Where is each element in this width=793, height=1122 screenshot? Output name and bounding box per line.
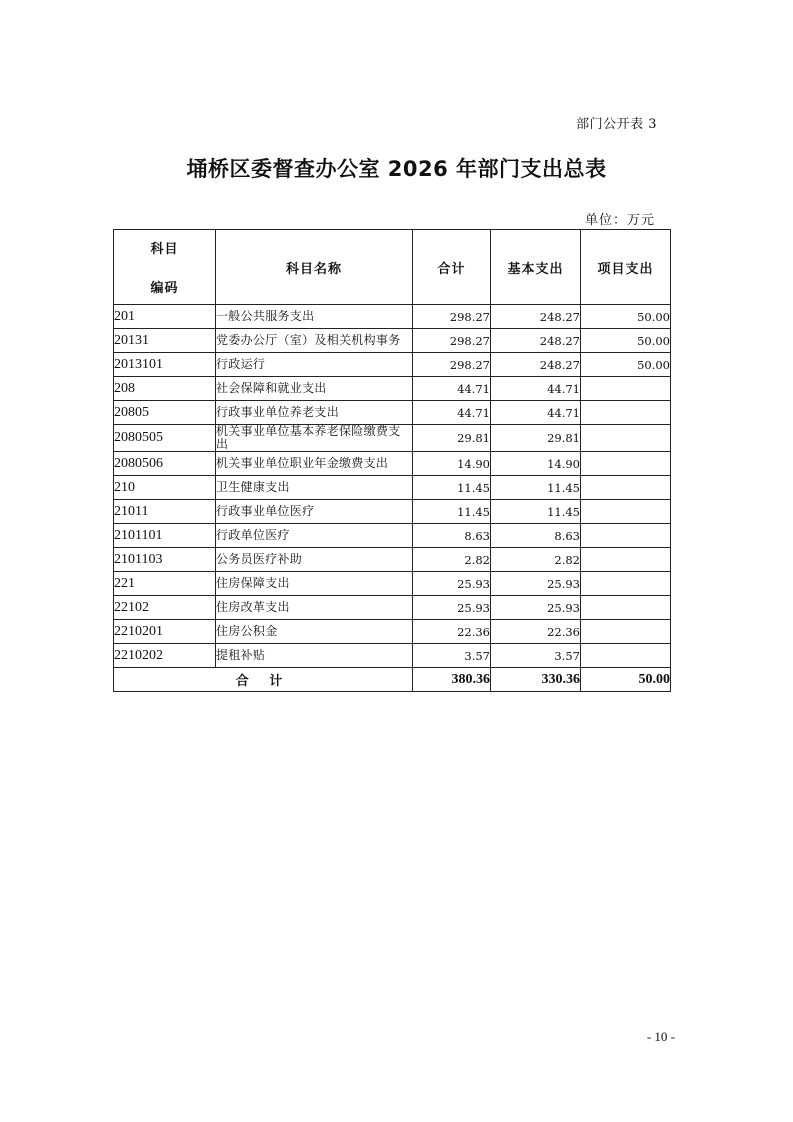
- header-project: 项目支出: [581, 230, 671, 305]
- row-project: [581, 644, 671, 668]
- row-basic: 22.36: [491, 620, 581, 644]
- summary-project: 50.00: [581, 668, 671, 692]
- row-project: [581, 572, 671, 596]
- table-row: [114, 524, 671, 548]
- row-total: 25.93: [413, 572, 491, 596]
- row-project: [581, 548, 671, 572]
- table-row: [114, 620, 671, 644]
- row-project: [581, 524, 671, 548]
- row-project: 50.00: [581, 353, 671, 377]
- row-total: 298.27: [413, 305, 491, 329]
- row-basic: 14.90: [491, 452, 581, 476]
- row-total: 11.45: [413, 500, 491, 524]
- row-project: [581, 377, 671, 401]
- row-total: 22.36: [413, 620, 491, 644]
- summary-total: 380.36: [413, 668, 491, 692]
- row-code: 2101103: [114, 548, 216, 572]
- row-basic: 44.71: [491, 401, 581, 425]
- header-code-top: 科目: [150, 242, 179, 257]
- row-code: 20805: [114, 401, 216, 425]
- header-name: 科目名称: [216, 230, 413, 305]
- row-code: 2101101: [114, 524, 216, 548]
- expenditure-table: [113, 229, 671, 692]
- table-row: [114, 305, 671, 329]
- row-basic: 3.57: [491, 644, 581, 668]
- row-basic: 29.81: [491, 425, 581, 452]
- page-number: - 10 -: [646, 1029, 675, 1044]
- table-row: [114, 329, 671, 353]
- row-total: 44.71: [413, 401, 491, 425]
- row-total: 29.81: [413, 425, 491, 452]
- row-code: 2080505: [114, 425, 216, 452]
- row-code: 2013101: [114, 353, 216, 377]
- row-basic: 44.71: [491, 377, 581, 401]
- row-name: 党委办公厅（室）及相关机构事务: [216, 329, 413, 353]
- row-basic: 25.93: [491, 572, 581, 596]
- row-project: [581, 401, 671, 425]
- row-project: 50.00: [581, 305, 671, 329]
- unit-label: 单位：万元: [584, 213, 655, 228]
- document-title: 埇桥区委督查办公室 2026 年部门支出总表: [186, 157, 607, 181]
- row-name: 一般公共服务支出: [216, 305, 413, 329]
- row-name: 行政事业单位养老支出: [216, 401, 413, 425]
- row-name: 住房公积金: [216, 620, 413, 644]
- row-code: 2210201: [114, 620, 216, 644]
- row-total: 25.93: [413, 596, 491, 620]
- row-total: 14.90: [413, 452, 491, 476]
- table-header: [114, 230, 671, 305]
- row-project: [581, 620, 671, 644]
- row-project: 50.00: [581, 329, 671, 353]
- header-code: [114, 230, 216, 305]
- table-row: [114, 452, 671, 476]
- summary-basic: 330.36: [491, 668, 581, 692]
- row-name: 提租补贴: [216, 644, 413, 668]
- row-name: 行政单位医疗: [216, 524, 413, 548]
- row-basic: 8.63: [491, 524, 581, 548]
- row-total: 298.27: [413, 329, 491, 353]
- row-name: 住房改革支出: [216, 596, 413, 620]
- row-code: 208: [114, 377, 216, 401]
- row-basic: 248.27: [491, 353, 581, 377]
- row-basic: 248.27: [491, 329, 581, 353]
- row-project: [581, 500, 671, 524]
- row-total: 298.27: [413, 353, 491, 377]
- row-name: 机关事业单位职业年金缴费支出: [216, 452, 413, 476]
- table-row: [114, 476, 671, 500]
- table-row: [114, 377, 671, 401]
- row-code: 210: [114, 476, 216, 500]
- table-row: [114, 548, 671, 572]
- table-row: [114, 425, 671, 452]
- row-name: 行政运行: [216, 353, 413, 377]
- table-row: [114, 596, 671, 620]
- row-total: 8.63: [413, 524, 491, 548]
- row-code: 21011: [114, 500, 216, 524]
- form-label: 部门公开表 3: [576, 117, 657, 132]
- row-project: [581, 425, 671, 452]
- row-total: 3.57: [413, 644, 491, 668]
- table-row: [114, 401, 671, 425]
- row-code: 2080506: [114, 452, 216, 476]
- row-name: 机关事业单位基本养老保险缴费支出: [216, 425, 413, 452]
- header-total: 合计: [413, 230, 491, 305]
- row-basic: 2.82: [491, 548, 581, 572]
- table-row: [114, 353, 671, 377]
- summary-row: [114, 668, 671, 692]
- row-basic: 11.45: [491, 476, 581, 500]
- row-name: 住房保障支出: [216, 572, 413, 596]
- row-basic: 11.45: [491, 500, 581, 524]
- row-total: 11.45: [413, 476, 491, 500]
- row-total: 2.82: [413, 548, 491, 572]
- row-code: 201: [114, 305, 216, 329]
- row-basic: 248.27: [491, 305, 581, 329]
- row-code: 22102: [114, 596, 216, 620]
- row-code: 2210202: [114, 644, 216, 668]
- row-name: 社会保障和就业支出: [216, 377, 413, 401]
- summary-label: 合 计: [114, 668, 413, 692]
- table-body: [114, 305, 671, 692]
- row-name: 公务员医疗补助: [216, 548, 413, 572]
- row-basic: 25.93: [491, 596, 581, 620]
- table-row: [114, 500, 671, 524]
- table-row: [114, 644, 671, 668]
- row-project: [581, 596, 671, 620]
- row-code: 20131: [114, 329, 216, 353]
- row-project: [581, 452, 671, 476]
- header-code-bottom: 编码: [150, 281, 179, 296]
- row-code: 221: [114, 572, 216, 596]
- row-name: 行政事业单位医疗: [216, 500, 413, 524]
- row-name: 卫生健康支出: [216, 476, 413, 500]
- header-basic: 基本支出: [491, 230, 581, 305]
- table-row: [114, 572, 671, 596]
- row-project: [581, 476, 671, 500]
- row-total: 44.71: [413, 377, 491, 401]
